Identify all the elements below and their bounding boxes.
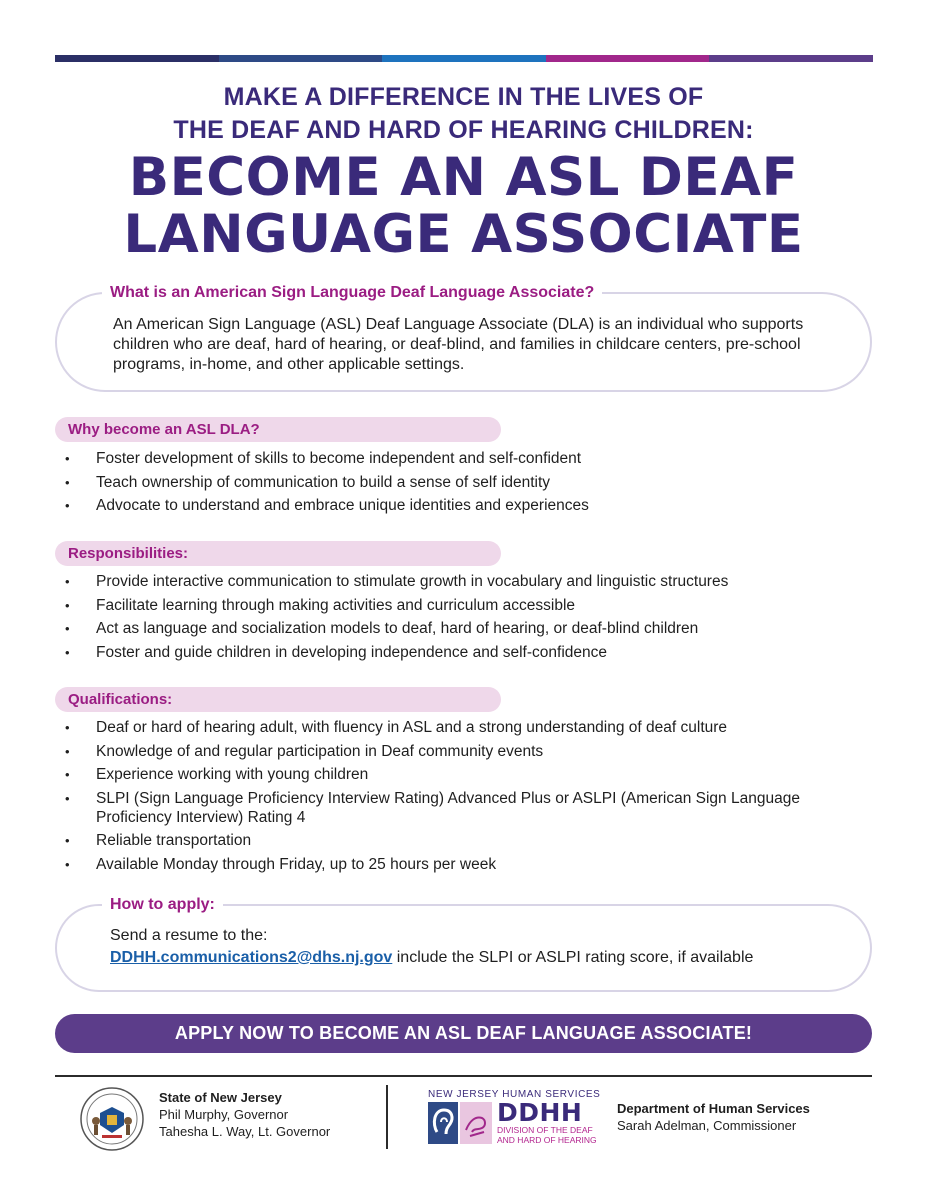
ddhh-logo-icon [428, 1102, 492, 1144]
list-item: • Experience working with young children [65, 765, 880, 784]
headline-line-1: BECOME AN ASL DEAF [128, 147, 799, 208]
footer-department: Department of Human Services [617, 1101, 810, 1116]
ddhh-wordmark: DDHH [497, 1098, 583, 1127]
apply-instruction: Send a resume to the: [110, 927, 268, 944]
footer-commissioner: Sarah Adelman, Commissioner [617, 1118, 797, 1133]
footer-divider [55, 1075, 872, 1077]
kicker-line-1: MAKE A DIFFERENCE IN THE LIVES OF [223, 83, 704, 111]
list-item: • Act as language and socialization models to deaf, hard of hearing, or deaf-blind children [65, 619, 880, 638]
list-item: • Facilitate learning through making activities and curriculum accessible [65, 596, 880, 615]
ddhh-subtitle: DIVISION OF THE DEAF AND HARD OF HEARING [497, 1125, 597, 1145]
why-list [65, 449, 880, 520]
apply-email-line [110, 948, 753, 968]
kicker-line-2: THE DEAF AND HARD OF HEARING CHILDREN: [173, 116, 754, 144]
top-color-bar [55, 55, 873, 62]
footer-governor: Phil Murphy, Governor [159, 1107, 289, 1122]
footer-vertical-divider [386, 1085, 388, 1149]
apply-now-banner: APPLY NOW TO BECOME AN ASL DEAF LANGUAGE ASSOCIATE! [55, 1014, 872, 1053]
what-is-body: An American Sign Language (ASL) Deaf Language Associate (DLA) is an individual who supports children who are deaf, hard of hearing, or deaf-blind, and families in childcare centers, pre-school programs, in-home, and other applicable settings. [113, 316, 804, 373]
footer-state-name: State of New Jersey [159, 1090, 282, 1105]
list-item: • Reliable transportation [65, 831, 880, 850]
list-item: • Foster development of skills to become independent and self-confident [65, 449, 880, 468]
list-item: • Advocate to understand and embrace unique identities and experiences [65, 496, 880, 515]
section-heading-why: Why become an ASL DLA? [55, 417, 501, 442]
what-is-title: What is an American Sign Language Deaf Language Associate? [102, 284, 602, 302]
list-item: • Provide interactive communication to stimulate growth in vocabulary and linguistic structures [65, 572, 880, 591]
nj-human-services-label: NEW JERSEY HUMAN SERVICES [428, 1089, 601, 1100]
headline-line-2: LANGUAGE ASSOCIATE [123, 204, 804, 265]
list-item: • Knowledge of and regular participation in Deaf community events [65, 742, 880, 761]
list-item: • Foster and guide children in developing independence and self-confidence [65, 643, 880, 662]
section-heading-responsibilities: Responsibilities: [55, 541, 501, 566]
list-item: • Available Monday through Friday, up to 25 hours per week [65, 855, 880, 874]
list-item: • Deaf or hard of hearing adult, with fluency in ASL and a strong understanding of deaf culture [65, 718, 880, 737]
section-heading-qualifications: Qualifications: [55, 687, 501, 712]
qualifications-list [65, 718, 880, 878]
nj-state-seal-icon [80, 1087, 144, 1151]
footer-lt-governor: Tahesha L. Way, Lt. Governor [159, 1124, 331, 1139]
list-item: • Teach ownership of communication to build a sense of self identity [65, 473, 880, 492]
how-to-apply-title: How to apply: [102, 896, 223, 914]
email-link[interactable]: DDHH.communications2@dhs.nj.gov [110, 949, 393, 966]
apply-email-suffix: include the SLPI or ASLPI rating score, if available [392, 949, 754, 966]
list-item: • SLPI (Sign Language Proficiency Interview Rating) Advanced Plus or ASLPI (American Sign Language Proficiency Interview) Rating 4 [65, 789, 880, 827]
responsibilities-list [65, 572, 880, 666]
